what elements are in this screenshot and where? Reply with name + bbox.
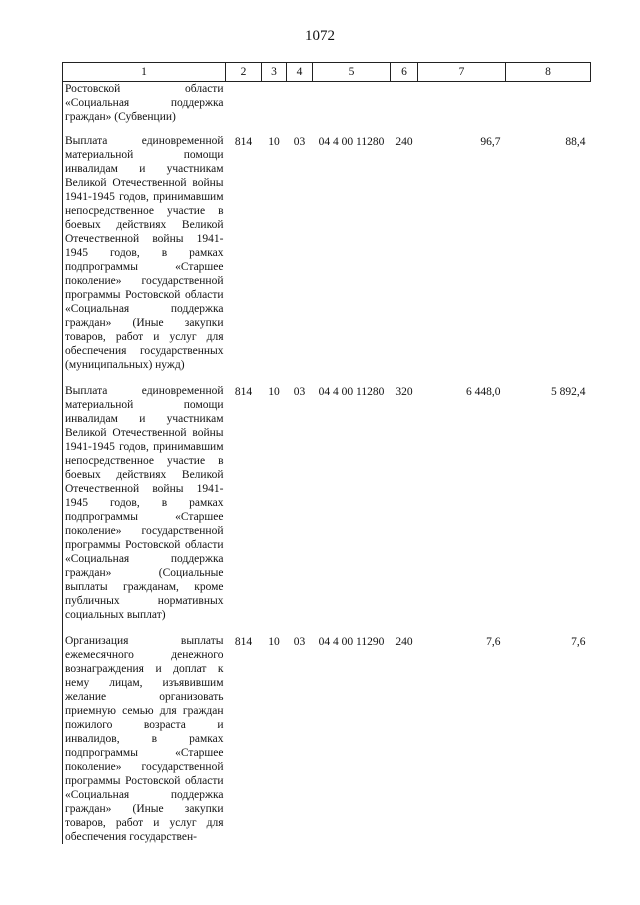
budget-table bbox=[62, 62, 591, 844]
row-description: Выплата единовременной материальной помощи инвалидам и участникам Великой Отечественной войны 1941-1945 годов, принимавшим непосредственное участие в боевых действиях Великой Отечественной войны 1941-1945 годов, в рамках подпрограммы «Старшее поколение» государственной программы Ростовской области «Социальная поддержка граждан» (Иные закупки товаров, работ и услуг для обеспечения государственных (муниципальных) нужд) bbox=[63, 134, 226, 384]
row-amount-actual: 5 892,4 bbox=[551, 386, 586, 398]
header-col-1: 1 bbox=[63, 63, 226, 82]
row-amount-actual: 7,6 bbox=[571, 636, 586, 648]
row-amount-planned: 7,6 bbox=[486, 636, 501, 648]
row-description: Выплата единовременной материальной помощи инвалидам и участникам Великой Отечественной войны 1941-1945 годов, принимавшим непосредственное участие в боевых действиях Великой Отечественной войны 1941-1945 годов, в рамках подпрограммы «Старшее поколение» государственной программы Ростовской области «Социальная поддержка граждан» (Социальные выплаты гражданам, кроме публичных нормативных социальных выплат) bbox=[63, 384, 226, 634]
header-col-5: 5 bbox=[313, 63, 391, 82]
row-subsection-code: 03 bbox=[293, 636, 306, 648]
header-col-2: 2 bbox=[226, 63, 262, 82]
header-col-8: 8 bbox=[506, 63, 591, 82]
table-row bbox=[63, 82, 591, 135]
row-amount-planned: 6 448,0 bbox=[466, 386, 501, 398]
header-col-7: 7 bbox=[418, 63, 506, 82]
row-amount-actual bbox=[506, 82, 591, 135]
row-description: Ростовской области «Социальная поддержка граждан» (Субвенции) bbox=[63, 82, 226, 135]
header-row bbox=[63, 63, 591, 82]
page-number: 1072 bbox=[305, 28, 335, 44]
row-target-code: 04 4 00 11280 bbox=[318, 136, 385, 148]
header-col-3: 3 bbox=[262, 63, 287, 82]
table-row bbox=[63, 634, 591, 844]
row-ministry-code: 814 bbox=[234, 386, 253, 398]
row-section-code: 10 bbox=[268, 136, 280, 148]
row-section-code: 10 bbox=[268, 386, 280, 398]
row-amount-planned: 96,7 bbox=[480, 136, 501, 148]
row-ministry-code bbox=[226, 82, 262, 135]
row-ministry-code: 814 bbox=[234, 636, 253, 648]
row-target-code: 04 4 00 11290 bbox=[318, 636, 385, 648]
table-row bbox=[63, 384, 591, 634]
row-expense-type: 240 bbox=[395, 136, 413, 148]
row-subsection-code: 03 bbox=[293, 136, 306, 148]
row-target-code bbox=[313, 82, 391, 135]
row-expense-type: 240 bbox=[395, 636, 413, 648]
row-expense-type bbox=[391, 82, 418, 135]
row-subsection-code: 03 bbox=[293, 386, 306, 398]
row-section-code bbox=[262, 82, 287, 135]
table-row bbox=[63, 134, 591, 384]
row-subsection-code bbox=[287, 82, 313, 135]
header-col-4: 4 bbox=[287, 63, 313, 82]
row-target-code: 04 4 00 11280 bbox=[318, 386, 385, 398]
row-ministry-code: 814 bbox=[234, 136, 253, 148]
row-section-code: 10 bbox=[268, 636, 280, 648]
row-description: Организация выплаты ежемесячного денежного вознаграждения и доплат к нему лицам, изъявившим желание организовать приемную семью для граждан пожилого возраста и инвалидов, в рамках подпрограммы «Старшее поколение» государственной программы Ростовской области «Социальная поддержка граждан» (Иные закупки товаров, работ и услуг для обеспечения государствен- bbox=[63, 634, 226, 844]
row-amount-planned bbox=[418, 82, 506, 135]
row-amount-actual: 88,4 bbox=[565, 136, 586, 148]
row-expense-type: 320 bbox=[395, 386, 413, 398]
header-col-6: 6 bbox=[391, 63, 418, 82]
